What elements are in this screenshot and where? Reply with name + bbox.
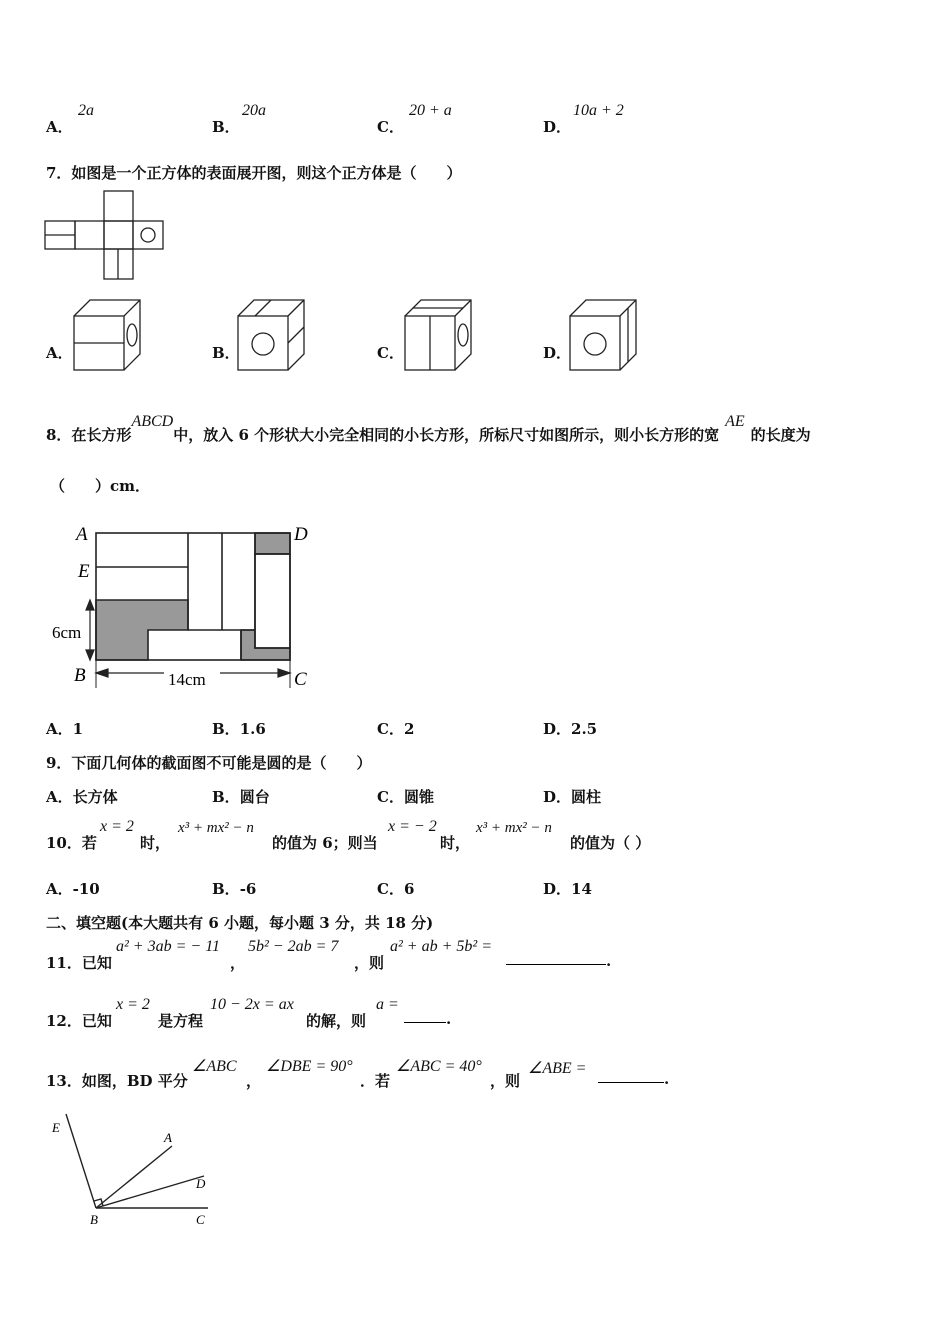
q8-option-b xyxy=(212,718,266,739)
q10-p1: 10．若 xyxy=(46,834,97,852)
q7-option-c-letter: C． xyxy=(377,344,404,362)
q10-p2: 时， xyxy=(140,834,171,852)
q8-option-b-text: 1.6 xyxy=(239,720,266,738)
q13-e1: ∠ABC xyxy=(192,1058,237,1075)
q10-p4: 时， xyxy=(440,834,471,852)
q7-stem: 7．如图是一个正方体的表面展开图，则这个正方体是（ ） xyxy=(46,164,462,182)
q9-option-a xyxy=(46,786,118,807)
q6-option-b-letter: B． xyxy=(212,118,240,136)
q8-label-a: A xyxy=(76,524,88,545)
q8-option-a-text: 1 xyxy=(72,720,84,738)
q10-option-c-letter: C． xyxy=(377,880,404,898)
q11-p2: ， xyxy=(230,954,246,972)
q8-option-d-letter: D． xyxy=(543,720,572,738)
q13-p3: ．若 xyxy=(360,1072,391,1090)
q9-option-c-letter: C． xyxy=(377,788,404,806)
q6-option-b-expr: 20a xyxy=(242,102,266,119)
q8-label-b: B xyxy=(74,665,86,686)
cube-option-d xyxy=(568,298,640,374)
q12-p2: 是方程 xyxy=(158,1012,204,1030)
q9-option-d-letter: D． xyxy=(543,788,572,806)
q6-option-a-expr: 2a xyxy=(78,102,94,119)
q9-option-c xyxy=(377,786,434,807)
cube-option-a xyxy=(72,298,144,374)
cube-net-figure xyxy=(44,190,169,282)
q8-seg: AE xyxy=(725,413,745,430)
q10-p3: 的值为 6；则当 xyxy=(272,834,378,852)
q8-option-d xyxy=(543,718,597,739)
q6-option-d-expr: 10a + 2 xyxy=(573,102,624,119)
q8-text-3: 的长度为 xyxy=(750,426,811,444)
q10-option-b xyxy=(212,878,256,899)
q8-option-a-letter: A． xyxy=(46,720,73,738)
q13-label-d: D xyxy=(196,1176,206,1191)
q10-expr-2: x³ + mx² − n xyxy=(476,820,552,836)
q13-angle-figure xyxy=(46,1112,226,1230)
q6-option-d-letter: D． xyxy=(543,118,572,136)
q11-answer-blank[interactable] xyxy=(506,950,606,969)
q8-option-c-text: 2 xyxy=(403,720,415,738)
q8-stem-line1 xyxy=(46,410,811,444)
q13-e2: ∠DBE = 90° xyxy=(266,1058,353,1075)
q9-option-b xyxy=(212,786,270,807)
q11-e3: a² + ab + 5b² = xyxy=(390,938,492,955)
q9-option-a-letter: A． xyxy=(46,788,73,806)
q8-label-width: 14cm xyxy=(168,670,206,689)
q9-option-d xyxy=(543,786,601,807)
q13-e3: ∠ABC = 40° xyxy=(396,1058,482,1075)
q12-p4: . xyxy=(446,1010,452,1028)
cube-option-b xyxy=(236,298,308,374)
q8-option-d-text: 2.5 xyxy=(571,720,598,738)
q7-option-a-letter: A． xyxy=(46,344,73,362)
q10-option-c-text: 6 xyxy=(403,880,415,898)
q12-e1: x = 2 xyxy=(116,996,150,1013)
q7-option-d-letter: D． xyxy=(543,344,572,362)
q8-option-a xyxy=(46,718,83,739)
q13-label-e: E xyxy=(52,1120,60,1135)
q10-option-a-letter: A． xyxy=(46,880,73,898)
cube-option-c xyxy=(403,298,475,374)
q12-e3: a = xyxy=(376,996,399,1013)
q10-p5: 的值为（ ） xyxy=(570,834,651,852)
q6-option-a-letter: A． xyxy=(46,118,73,136)
q10-option-a xyxy=(46,878,100,899)
q8-option-c xyxy=(377,718,414,739)
q9-option-b-text: 圆台 xyxy=(239,788,270,806)
q8-option-b-letter: B． xyxy=(212,720,240,738)
q10-option-a-text: -10 xyxy=(72,880,100,898)
q10-cond2: x = − 2 xyxy=(388,818,437,835)
q10-option-d xyxy=(543,878,592,899)
q9-option-c-text: 圆锥 xyxy=(403,788,434,806)
q10-cond1: x = 2 xyxy=(100,818,134,835)
q13-label-c: C xyxy=(196,1212,205,1227)
q8-rectangle-figure xyxy=(46,518,326,694)
q12-p3: 的解，则 xyxy=(306,1012,367,1030)
q10-option-b-letter: B． xyxy=(212,880,240,898)
q13-p5: . xyxy=(664,1070,670,1088)
q13-p2: ， xyxy=(246,1072,262,1090)
q8-text-1: 8．在长方形 xyxy=(46,426,132,444)
q8-label-e: E xyxy=(78,561,90,582)
q8-label-height: 6cm xyxy=(52,623,82,642)
q9-option-b-letter: B． xyxy=(212,788,240,806)
q11-e1: a² + 3ab = − 11 xyxy=(116,938,220,955)
q10-option-c xyxy=(377,878,414,899)
q10-option-b-text: -6 xyxy=(239,880,257,898)
q11-p1: 11．已知 xyxy=(46,954,112,972)
q8-rect-name: ABCD xyxy=(131,413,174,430)
q10-option-d-letter: D． xyxy=(543,880,572,898)
q10-expr-1: x³ + mx² − n xyxy=(178,820,254,836)
q12-e2: 10 − 2x = ax xyxy=(210,996,294,1013)
q13-p4: ，则 xyxy=(490,1072,521,1090)
q6-option-c-letter: C． xyxy=(377,118,404,136)
q12-answer-blank[interactable] xyxy=(404,1008,446,1027)
q13-label-a: A xyxy=(164,1130,172,1145)
q8-stem-line2: （ ）cm． xyxy=(50,477,151,495)
q11-p3: ，则 xyxy=(354,954,385,972)
q8-label-c: C xyxy=(294,669,307,690)
q8-option-c-letter: C． xyxy=(377,720,404,738)
q9-stem: 9．下面几何体的截面图不可能是圆的是（ ） xyxy=(46,754,372,772)
q9-option-a-text: 长方体 xyxy=(72,788,118,806)
q13-label-b: B xyxy=(90,1212,98,1227)
q11-p4: . xyxy=(606,952,612,970)
q8-label-d: D xyxy=(294,524,308,545)
q11-e2: 5b² − 2ab = 7 xyxy=(248,938,339,955)
q13-p1: 13．如图，BD 平分 xyxy=(46,1072,188,1090)
q7-option-b-letter: B． xyxy=(212,344,240,362)
q9-option-d-text: 圆柱 xyxy=(571,788,602,806)
q8-text-2: 中，放入 6 个形状大小完全相同的小长方形，所标尺寸如图所示，则小长方形的宽 xyxy=(173,426,720,444)
q13-answer-blank[interactable] xyxy=(598,1068,664,1087)
q6-option-c-expr: 20 + a xyxy=(409,102,452,119)
q10-option-d-text: 14 xyxy=(571,880,592,898)
q12-p1: 12．已知 xyxy=(46,1012,112,1030)
q13-e4: ∠ABE = xyxy=(528,1060,587,1077)
section-2-heading: 二、填空题(本大题共有 6 小题，每小题 3 分，共 18 分) xyxy=(46,914,434,932)
